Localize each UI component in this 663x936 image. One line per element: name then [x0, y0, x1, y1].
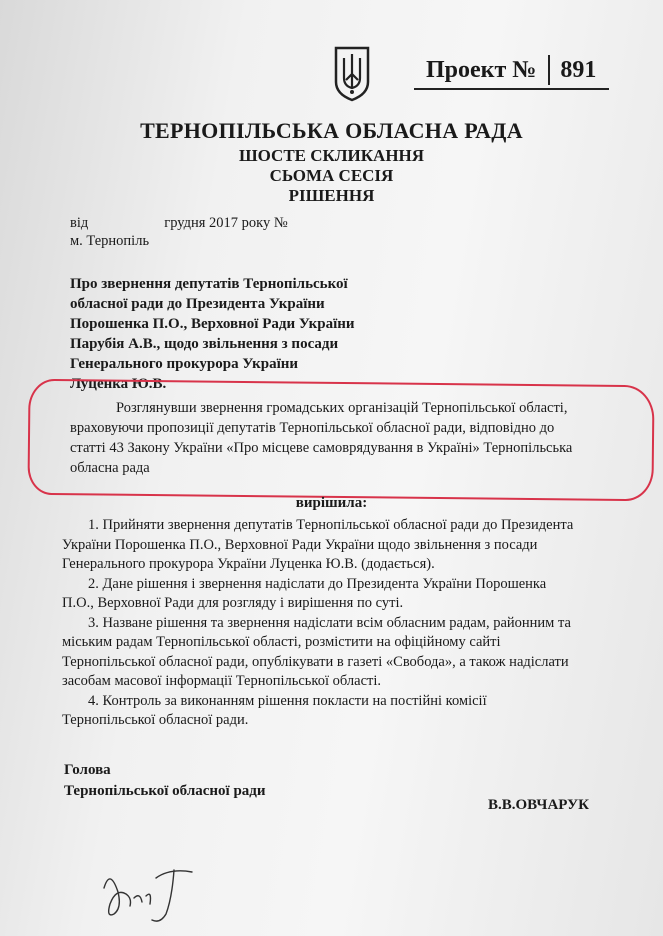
subject-line: обласної ради до Президента України	[70, 296, 325, 312]
intro-line: статті 43 Закону України «Про місцеве самоврядування в Україні» Тернопільська	[70, 440, 573, 456]
date-text: грудня 2017 року №	[164, 215, 288, 231]
session-title: СЬОМА СЕСІЯ	[269, 166, 394, 185]
project-label: Проект №	[426, 56, 537, 83]
intro-line: обласна рада	[70, 460, 150, 476]
subject-line: Про звернення депутатів Тернопільської	[70, 276, 348, 292]
intro-line: враховуючи пропозиції депутатів Тернопільської обласної ради, відповідно до	[70, 420, 555, 436]
project-number: 891	[560, 56, 597, 83]
body-line: 4. Контроль за виконанням рішення покласти на постійні комісії	[88, 692, 487, 709]
body-line: засобам масової інформації Тернопільської області.	[62, 673, 381, 689]
document-type-title: РІШЕННЯ	[288, 186, 375, 205]
resolution-body	[62, 516, 652, 731]
body-line: 2. Дане рішення і звернення надіслати до Президента України Порошенка	[88, 575, 547, 592]
body-line: 1. Прийняти звернення депутатів Тернопільської обласної ради до Президента	[88, 517, 574, 533]
convocation-title: ШОСТЕ СКЛИКАННЯ	[238, 146, 425, 165]
body-line: П.О., Верховної Ради для розгляду і вирішення по суті.	[62, 595, 404, 611]
body-line: України Порошенка П.О., Верховної Ради України щодо звільнення з посади	[62, 536, 538, 553]
trident-emblem-icon	[332, 44, 372, 102]
body-line: Тернопільської обласної ради, опублікувати в газеті «Свобода», а також надіслати	[62, 653, 569, 670]
signatory-title-line: Тернопільської обласної ради	[64, 783, 266, 799]
subject-line: Порошенка П.О., Верховної Ради України	[70, 316, 355, 332]
subject-line: Луценка Ю.В.	[70, 376, 167, 392]
subject-line: Парубія А.В., щодо звільнення з посади	[70, 336, 339, 352]
project-separator	[548, 55, 550, 85]
council-title: ТЕРНОПІЛЬСЬКА ОБЛАСНА РАДА	[140, 118, 523, 143]
body-line: Тернопільської обласної ради.	[62, 712, 249, 728]
project-number-box	[414, 52, 609, 90]
document-subject	[70, 274, 355, 394]
document-city: м. Тернопіль	[70, 233, 150, 249]
date-prefix: від	[70, 215, 89, 231]
subject-line: Генерального прокурора України	[70, 356, 299, 372]
body-line: 3. Назване рішення та звернення надіслати всім обласним радам, районним та	[88, 614, 571, 631]
document-date	[70, 215, 288, 232]
signatory-name: В.В.ОВЧАРУК	[488, 797, 589, 813]
intro-line: Розглянувши звернення громадських організацій Тернопільської області,	[116, 400, 568, 416]
signatory-title-line: Голова	[64, 762, 111, 778]
signatory-title	[64, 760, 266, 802]
body-line: Генерального прокурора України Луценка Ю.В. (додається).	[62, 556, 435, 572]
intro-paragraph	[70, 398, 650, 478]
body-line: міським радам Тернопільської області, розмістити на офіційному сайті	[62, 634, 501, 650]
resolved-heading: вирішила:	[295, 495, 368, 511]
handwritten-signature	[96, 848, 206, 928]
